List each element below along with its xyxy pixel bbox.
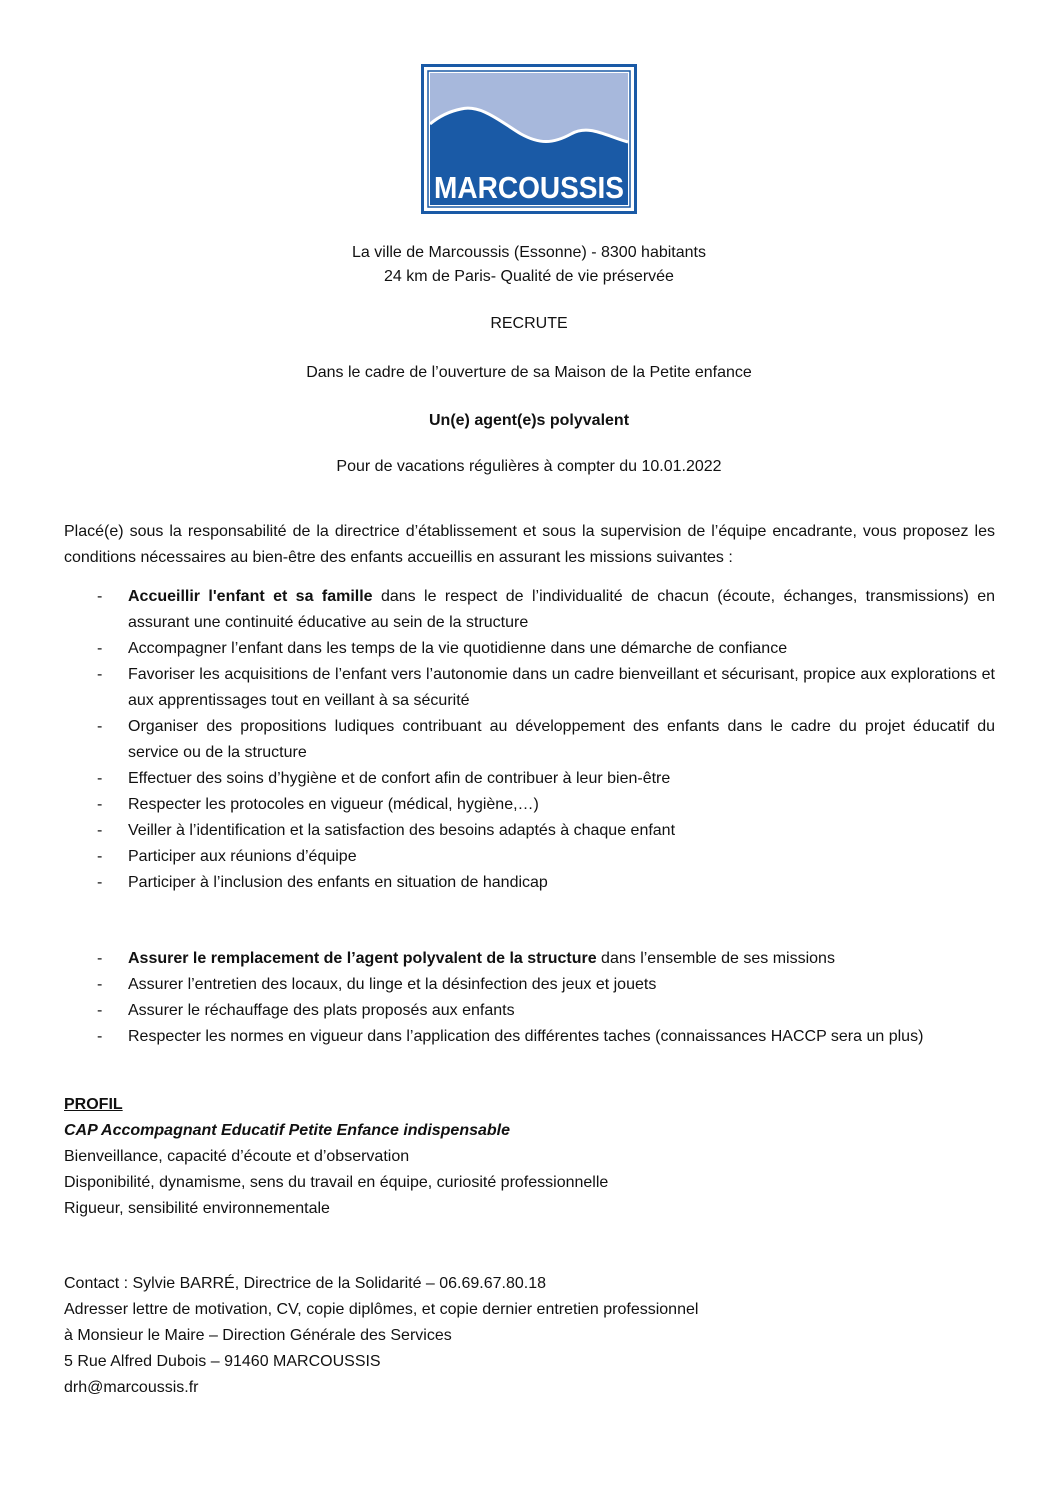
mission-text: Assurer l’entretien des locaux, du linge et la désinfection des jeux et jouets (128, 976, 657, 993)
contact-email: drh@marcoussis.fr (64, 1379, 199, 1396)
mission-item (64, 870, 995, 896)
mission-item (64, 844, 995, 870)
mission-text: dans l’ensemble de ses missions (596, 950, 835, 967)
list-dash: - (97, 874, 103, 891)
contact-line: Contact : Sylvie BARRÉ, Directrice de la Solidarité – 06.69.67.80.18 (64, 1275, 547, 1292)
mission-item (64, 636, 995, 662)
profil-diploma: CAP Accompagnant Educatif Petite Enfance indispensable (64, 1122, 511, 1139)
list-dash: - (97, 796, 103, 813)
mission-emphasis: Assurer le remplacement de l’agent polyvalent de la structure (128, 950, 597, 967)
mission-text: Respecter les protocoles en vigueur (médical, hygiène,…) (128, 796, 539, 813)
contact-line: à Monsieur le Maire – Direction Générale des Services (64, 1327, 452, 1344)
mission-text: Accompagner l’enfant dans les temps de la vie quotidienne dans une démarche de confiance (128, 640, 788, 657)
logo-text: MARCOUSSIS (434, 170, 624, 205)
job-title: Un(e) agent(e)s polyvalent (428, 412, 630, 429)
contact-section (64, 1271, 995, 1401)
list-dash: - (97, 950, 103, 967)
contact-line: Adresser lettre de motivation, CV, copie diplômes, et copie dernier entretien professionnel (64, 1301, 699, 1318)
profil-line: Bienveillance, capacité d’écoute et d’observation (64, 1148, 410, 1165)
mission-item (64, 714, 995, 766)
mission-item (64, 662, 995, 714)
mission-text: Effectuer des soins d’hygiène et de confort afin de contribuer à leur bien-être (128, 770, 671, 787)
mission-item (64, 818, 995, 844)
mission-item (64, 1024, 995, 1050)
missions-list-1 (64, 584, 995, 896)
list-dash: - (97, 770, 103, 787)
mission-text: Assurer le réchauffage des plats proposés aux enfants (128, 1002, 515, 1019)
mission-item (64, 792, 995, 818)
header-line-2: 24 km de Paris- Qualité de vie préservée (384, 268, 674, 285)
marcoussis-logo (421, 64, 637, 214)
recrute-heading: RECRUTE (490, 315, 568, 332)
header-line-1: La ville de Marcoussis (Essonne) - 8300 habitants (352, 244, 706, 261)
mission-item (64, 584, 995, 636)
profil-heading: PROFIL (64, 1096, 123, 1113)
mission-item (64, 946, 995, 972)
missions-list-2 (64, 946, 995, 1050)
mission-emphasis: Accueillir l'enfant et sa famille (128, 588, 373, 605)
start-date-line: Pour de vacations régulières à compter du 10.01.2022 (336, 458, 722, 475)
mission-item (64, 972, 995, 998)
mission-text: Veiller à l’identification et la satisfaction des besoins adaptés à chaque enfant (128, 822, 676, 839)
mission-item (64, 766, 995, 792)
profil-line: Rigueur, sensibilité environnementale (64, 1200, 330, 1217)
mission-item (64, 998, 995, 1024)
list-dash: - (97, 1002, 103, 1019)
profil-line: Disponibilité, dynamisme, sens du travail en équipe, curiosité professionnelle (64, 1174, 609, 1191)
list-dash: - (97, 848, 103, 865)
list-dash: - (97, 718, 103, 735)
profil-section (64, 1092, 995, 1222)
intro-paragraph: Placé(e) sous la responsabilité de la directrice d’établissement et sous la supervision de l’équipe encadrante, vous proposez les conditions nécessaires au bien-être des enfants accueillis en assurant les missions suivantes : (64, 523, 995, 566)
context-line: Dans le cadre de l’ouverture de sa Maison de la Petite enfance (306, 364, 752, 381)
list-dash: - (97, 640, 103, 657)
mission-text: dans le respect de l’individualité de chacun (écoute, échanges, transmissions) en assurant une continuité éducative au sein de la structure (128, 588, 996, 631)
mission-text: Participer aux réunions d’équipe (128, 848, 357, 865)
list-dash: - (97, 1028, 103, 1045)
mission-text: Respecter les normes en vigueur dans l’application des différentes taches (connaissances HACCP sera un plus) (128, 1028, 924, 1045)
mission-text: Participer à l’inclusion des enfants en situation de handicap (128, 874, 548, 891)
list-dash: - (97, 588, 103, 605)
list-dash: - (97, 976, 103, 993)
list-dash: - (97, 666, 103, 683)
mission-text: Favoriser les acquisitions de l’enfant vers l’autonomie dans un cadre bienveillant et sécurisant, propice aux explorations et aux apprentissages tout en veillant à sa sécurité (128, 666, 995, 709)
contact-line: 5 Rue Alfred Dubois – 91460 MARCOUSSIS (64, 1353, 381, 1370)
mission-text: Organiser des propositions ludiques contribuant au développement des enfants dans le cadre du projet éducatif du service ou de la structure (128, 718, 995, 761)
list-dash: - (97, 822, 103, 839)
